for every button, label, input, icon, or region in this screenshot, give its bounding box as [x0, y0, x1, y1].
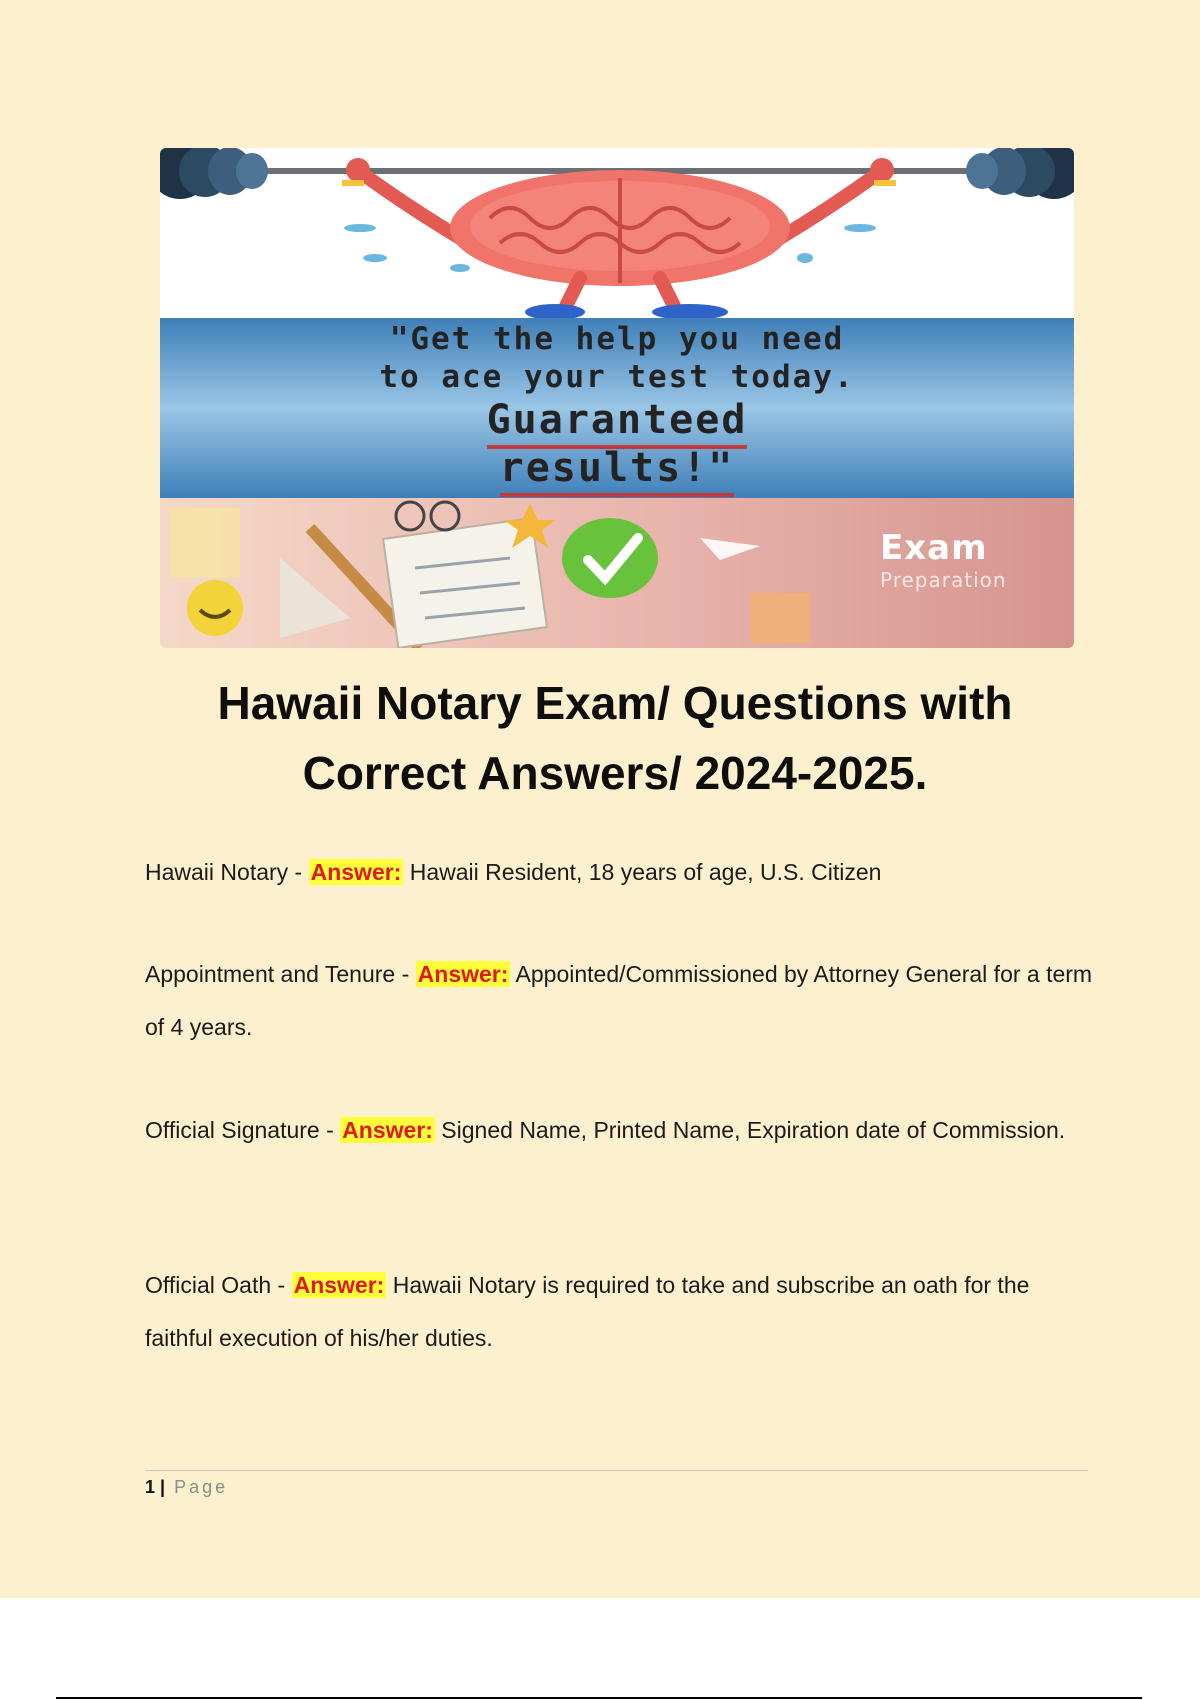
banner-exam-label: Exam: [880, 528, 988, 568]
qa-answer-label: Answer:: [293, 1272, 385, 1298]
banner-exam-sublabel: Preparation: [880, 568, 1007, 592]
banner-illustration-area: [160, 148, 1074, 318]
page-footer: [145, 1474, 228, 1500]
banner-quote: [160, 320, 1074, 492]
qa-answer-label: Answer:: [342, 1117, 433, 1143]
quote-line-4: results!": [500, 445, 735, 497]
footer-divider: [145, 1470, 1088, 1471]
qa-answer: Hawaii Resident, 18 years of age, U.S. Citizen: [403, 859, 882, 885]
qa-term: Official Signature -: [145, 1117, 341, 1143]
qa-answer-label: Answer:: [417, 961, 509, 987]
quote-line-2: to ace your test today.: [379, 359, 855, 395]
qa-answer: Appointed/Commissioned by Attorney General for a term of 4 years.: [145, 961, 1093, 1040]
title-line-2: Correct Answers/ 2024-2025.: [302, 747, 928, 799]
qa-answer: Signed Name, Printed Name, Expiration date of Commission.: [434, 1117, 1066, 1143]
qa-answer: Hawaii Notary is required to take and subscribe an oath for the faithful execution of his/her duties.: [145, 1272, 1030, 1351]
qa-item: [145, 948, 1095, 1054]
qa-term: Hawaii Notary -: [145, 859, 309, 885]
qa-term: Official Oath -: [145, 1272, 292, 1298]
quote-line-1: "Get the help you need: [389, 321, 845, 357]
title-line-1: Hawaii Notary Exam/ Questions with: [217, 677, 1013, 729]
qa-item: [145, 1104, 1095, 1157]
banner-image: [160, 148, 1074, 648]
qa-item: [145, 846, 1095, 899]
quote-line-3: Guaranteed: [487, 397, 748, 449]
next-page-rule: [56, 1697, 1142, 1699]
page-label: Page: [174, 1477, 229, 1497]
qa-item: [145, 1259, 1095, 1365]
qa-answer-label: Answer:: [310, 859, 402, 885]
page-number: 1: [145, 1477, 156, 1497]
brain-lifting-barbell-illustration: [160, 148, 1074, 318]
page-separator: |: [160, 1477, 166, 1497]
qa-term: Appointment and Tenure -: [145, 961, 416, 987]
document-title: [140, 668, 1090, 808]
